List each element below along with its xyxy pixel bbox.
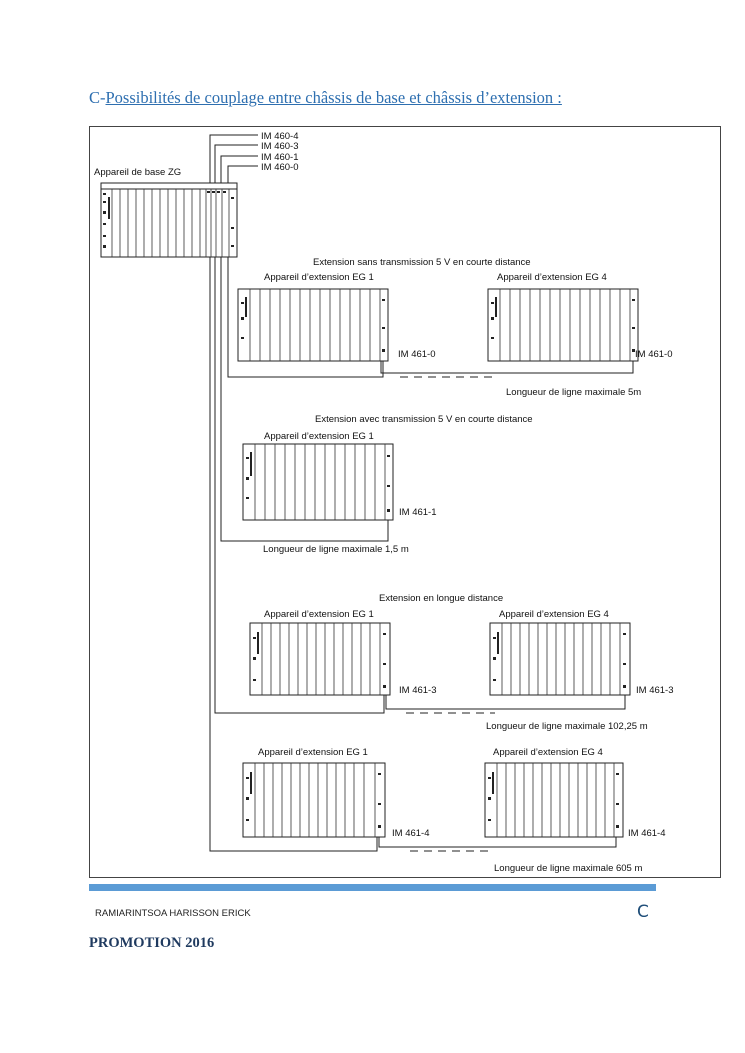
section-heading	[89, 88, 562, 108]
section2-rack1-module: IM 461-1	[399, 507, 437, 518]
section1-rack2-label: Appareil d’extension EG 4	[497, 272, 607, 283]
section4-rack1	[243, 763, 385, 837]
section1-length: Longueur de ligne maximale 5m	[506, 387, 642, 398]
interface-leaders	[210, 135, 258, 183]
section1-connections	[231, 361, 633, 377]
section4-rack2-module: IM 461-4	[628, 828, 666, 839]
section2-length: Longueur de ligne maximale 1,5 m	[263, 544, 409, 555]
base-rack-label: Appareil de base ZG	[94, 167, 182, 178]
section3-rack2-module: IM 461-3	[636, 685, 674, 696]
section3-rack1-label: Appareil d’extension EG 1	[264, 609, 374, 620]
section4-connections	[379, 837, 616, 851]
section3-title: Extension en longue distance	[379, 593, 504, 604]
section3-length: Longueur de ligne maximale 102,25 m	[486, 721, 648, 732]
footer-divider	[89, 884, 656, 891]
section4-length: Longueur de ligne maximale 605 m	[494, 863, 643, 874]
section1-title: Extension sans transmission 5 V en courte distance	[313, 257, 531, 268]
section3-rack2-label: Appareil d’extension EG 4	[499, 609, 609, 620]
heading-prefix: C-	[89, 88, 106, 107]
diagram-svg	[90, 127, 720, 877]
section3-rack2	[490, 623, 630, 695]
footer-page-number: C	[637, 902, 649, 922]
section2-rack1-label: Appareil d’extension EG 1	[264, 431, 374, 442]
section2-rack1	[243, 444, 393, 520]
interface-label-im460-0: IM 460-0	[261, 162, 299, 173]
section2-title: Extension avec transmission 5 V en courte distance	[315, 414, 533, 425]
section3-rack1-module: IM 461-3	[399, 685, 437, 696]
interface-label-im460-3: IM 460-3	[261, 141, 299, 152]
section4-rack2-label: Appareil d’extension EG 4	[493, 747, 603, 758]
section3-connections	[386, 695, 625, 713]
section3-rack1	[250, 623, 390, 695]
section1-rack1-label: Appareil d’extension EG 1	[264, 272, 374, 283]
section4-rack1-label: Appareil d’extension EG 1	[258, 747, 368, 758]
coupling-diagram	[89, 126, 721, 878]
section1-rack1	[238, 289, 388, 361]
footer-promotion: PROMOTION 2016	[89, 935, 215, 951]
section4-rack2	[485, 763, 623, 837]
base-rack	[101, 183, 237, 257]
footer-author: RAMIARINTSOA HARISSON ERICK	[95, 908, 251, 919]
interface-label-im460-1: IM 460-1	[261, 152, 299, 163]
section1-rack2-module: IM 461-0	[635, 349, 673, 360]
section4-rack1-module: IM 461-4	[392, 828, 430, 839]
section1-rack2	[488, 289, 638, 361]
heading-title: Possibilités de couplage entre châssis de base et châssis d’extension :	[105, 88, 562, 107]
section1-rack1-module: IM 461-0	[398, 349, 436, 360]
section2-connection	[224, 520, 388, 541]
interface-label-im460-4: IM 460-4	[261, 131, 299, 142]
